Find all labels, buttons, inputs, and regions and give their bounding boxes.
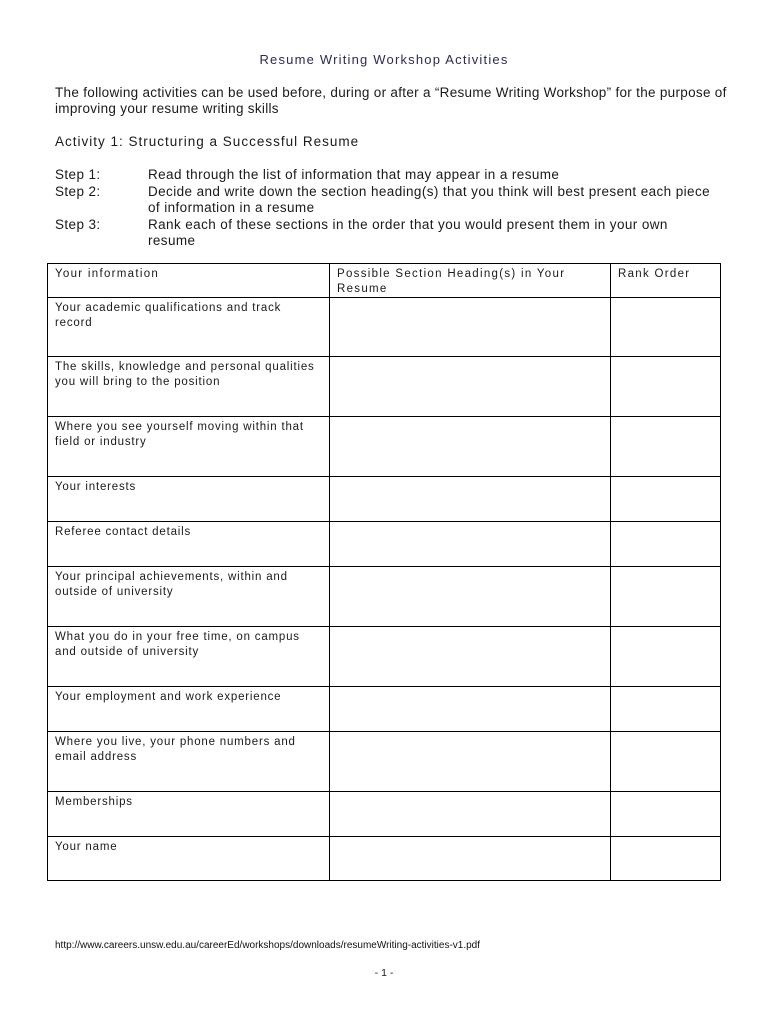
heading-answer-cell[interactable]: [330, 837, 611, 881]
heading-answer-cell[interactable]: [330, 732, 611, 792]
header-section-heading: Possible Section Heading(s) in Your Resume: [330, 264, 611, 298]
info-cell: Your principal achievements, within and outside of university: [48, 567, 330, 627]
step-3: [55, 217, 715, 250]
step-text: Rank each of these sections in the order that you would present them in your own resume: [148, 216, 668, 248]
heading-answer-cell[interactable]: [330, 627, 611, 687]
header-rank-order: Rank Order: [611, 264, 721, 298]
structuring-table: [47, 263, 721, 881]
header-your-information: Your information: [48, 264, 330, 298]
info-cell: Referee contact details: [48, 522, 330, 567]
rank-answer-cell[interactable]: [611, 477, 721, 522]
table-row: [48, 627, 721, 687]
heading-answer-cell[interactable]: [330, 522, 611, 567]
rank-answer-cell[interactable]: [611, 522, 721, 567]
document-title: Resume Writing Workshop Activities: [259, 52, 509, 67]
rank-answer-cell[interactable]: [611, 298, 721, 357]
rank-answer-cell[interactable]: [611, 837, 721, 881]
info-cell: Your interests: [48, 477, 330, 522]
info-cell: What you do in your free time, on campus and outside of university: [48, 627, 330, 687]
table-row: [48, 417, 721, 477]
heading-answer-cell[interactable]: [330, 298, 611, 357]
rank-answer-cell[interactable]: [611, 627, 721, 687]
rank-answer-cell[interactable]: [611, 687, 721, 732]
heading-answer-cell[interactable]: [330, 357, 611, 417]
rank-answer-cell[interactable]: [611, 792, 721, 837]
table-row: [48, 687, 721, 732]
info-cell: The skills, knowledge and personal qualities you will bring to the position: [48, 357, 330, 417]
info-cell: Your name: [48, 837, 330, 881]
activity-heading: Activity 1: Structuring a Successful Resume: [55, 134, 360, 149]
heading-answer-cell[interactable]: [330, 792, 611, 837]
footer-url: http://www.careers.unsw.edu.au/careerEd/workshops/downloads/resumeWriting-activities-v1.pdf: [55, 940, 481, 951]
table-row: [48, 477, 721, 522]
step-text: Decide and write down the section heading(s) that you think will best present each piece of information in a resume: [148, 183, 711, 215]
info-cell: Where you live, your phone numbers and email address: [48, 732, 330, 792]
table-header-row: [48, 264, 721, 298]
step-2: [55, 184, 715, 217]
step-label: Step 1:: [55, 167, 101, 182]
steps-list: [55, 167, 715, 250]
rank-answer-cell[interactable]: [611, 357, 721, 417]
step-text: Read through the list of information that may appear in a resume: [148, 167, 560, 182]
heading-answer-cell[interactable]: [330, 687, 611, 732]
step-label: Step 2:: [55, 183, 101, 199]
table-row: [48, 298, 721, 357]
table-row: [48, 567, 721, 627]
heading-answer-cell[interactable]: [330, 567, 611, 627]
step-1: [55, 167, 715, 184]
page-number: - 1 -: [374, 967, 394, 979]
table-row: [48, 837, 721, 881]
intro-paragraph: The following activities can be used before, during or after a “Resume Writing Workshop” for the purpose of improving your resume writing skills: [55, 85, 727, 116]
table-row: [48, 357, 721, 417]
table-row: [48, 522, 721, 567]
heading-answer-cell[interactable]: [330, 477, 611, 522]
heading-answer-cell[interactable]: [330, 417, 611, 477]
rank-answer-cell[interactable]: [611, 417, 721, 477]
table-row: [48, 732, 721, 792]
table-row: [48, 792, 721, 837]
step-label: Step 3:: [55, 216, 101, 232]
rank-answer-cell[interactable]: [611, 567, 721, 627]
info-cell: Your employment and work experience: [48, 687, 330, 732]
info-cell: Your academic qualifications and track record: [48, 298, 330, 357]
info-cell: Memberships: [48, 792, 330, 837]
rank-answer-cell[interactable]: [611, 732, 721, 792]
info-cell: Where you see yourself moving within that field or industry: [48, 417, 330, 477]
